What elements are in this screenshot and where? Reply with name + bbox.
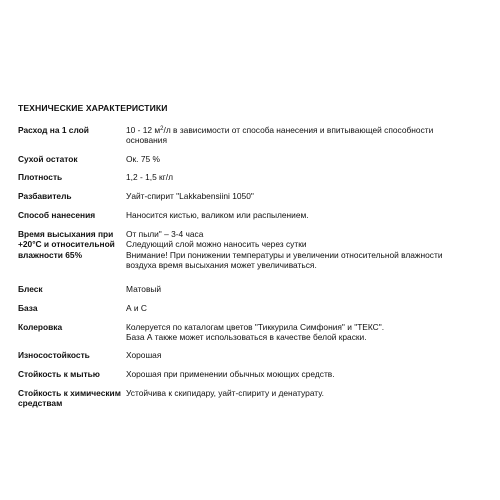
section-heading: ТЕХНИЧЕСКИЕ ХАРАКТЕРИСТИКИ bbox=[18, 103, 168, 113]
spec-label: Разбавитель bbox=[18, 191, 72, 201]
spec-value-line: Следующий слой можно наносить через сутки bbox=[126, 239, 307, 250]
spec-value-line: Внимание! При понижении температуры и увеличении относительной влажности bbox=[126, 249, 443, 260]
spec-label: Время высыхания при +20°С и относительной влажности 65% bbox=[18, 229, 115, 260]
spec-value-line: Колеруется по каталогам цветов "Тиккурила Симфония" и "ТЕКС". bbox=[126, 322, 385, 332]
spec-value bbox=[126, 322, 480, 343]
spec-value-line: Матовый bbox=[126, 284, 162, 294]
spec-label: Плотность bbox=[18, 172, 63, 182]
spec-value bbox=[126, 388, 480, 398]
spec-label: Износостойкость bbox=[18, 350, 90, 360]
spec-value-line: воздуха время высыхания может увеличиваться. bbox=[126, 260, 317, 271]
spec-value-line: А и С bbox=[126, 303, 147, 313]
spec-value bbox=[126, 154, 480, 164]
spec-value bbox=[126, 284, 480, 294]
spec-label: Колеровка bbox=[18, 322, 63, 332]
spec-value bbox=[126, 125, 480, 146]
spec-label: Способ нанесения bbox=[18, 210, 96, 220]
spec-label: Стойкость к химическим средствам bbox=[18, 388, 121, 409]
spec-value-line: Уайт-спирит "Lakkabensiini 1050" bbox=[126, 191, 254, 201]
spec-value bbox=[126, 210, 480, 220]
spec-value-line: Наносится кистью, валиком или распылением. bbox=[126, 210, 309, 220]
spec-label: Сухой остаток bbox=[18, 154, 78, 164]
spec-value-line: основания bbox=[126, 135, 167, 146]
spec-value-line: 10 - 12 $м^2/л$ в зависимости от способа нанесения и впитывающей способности bbox=[126, 125, 434, 135]
spec-value-line: 1,2 - 1,5 кг/л bbox=[126, 172, 173, 182]
spec-value-line: Хорошая при применении обычных моющих средств. bbox=[126, 369, 335, 379]
spec-value bbox=[126, 229, 480, 271]
spec-label: Стойкость к мытью bbox=[18, 369, 100, 379]
spec-value bbox=[126, 350, 480, 360]
spec-value bbox=[126, 303, 480, 313]
spec-value-line: Ок. 75 % bbox=[126, 154, 160, 164]
spec-label: База bbox=[18, 303, 38, 313]
spec-value bbox=[126, 172, 480, 182]
spec-value-line: База А также может использоваться в качестве белой краски. bbox=[126, 332, 367, 343]
spec-value-line: Хорошая bbox=[126, 350, 162, 360]
spec-label: Расход на 1 слой bbox=[18, 125, 89, 135]
spec-label: Блеск bbox=[18, 284, 43, 294]
spec-value-line: От пыли" – 3-4 часа bbox=[126, 229, 204, 239]
spec-value-line: Устойчива к скипидару, уайт-спириту и денатурату. bbox=[126, 388, 324, 398]
spec-value bbox=[126, 369, 480, 379]
spec-value bbox=[126, 191, 480, 201]
